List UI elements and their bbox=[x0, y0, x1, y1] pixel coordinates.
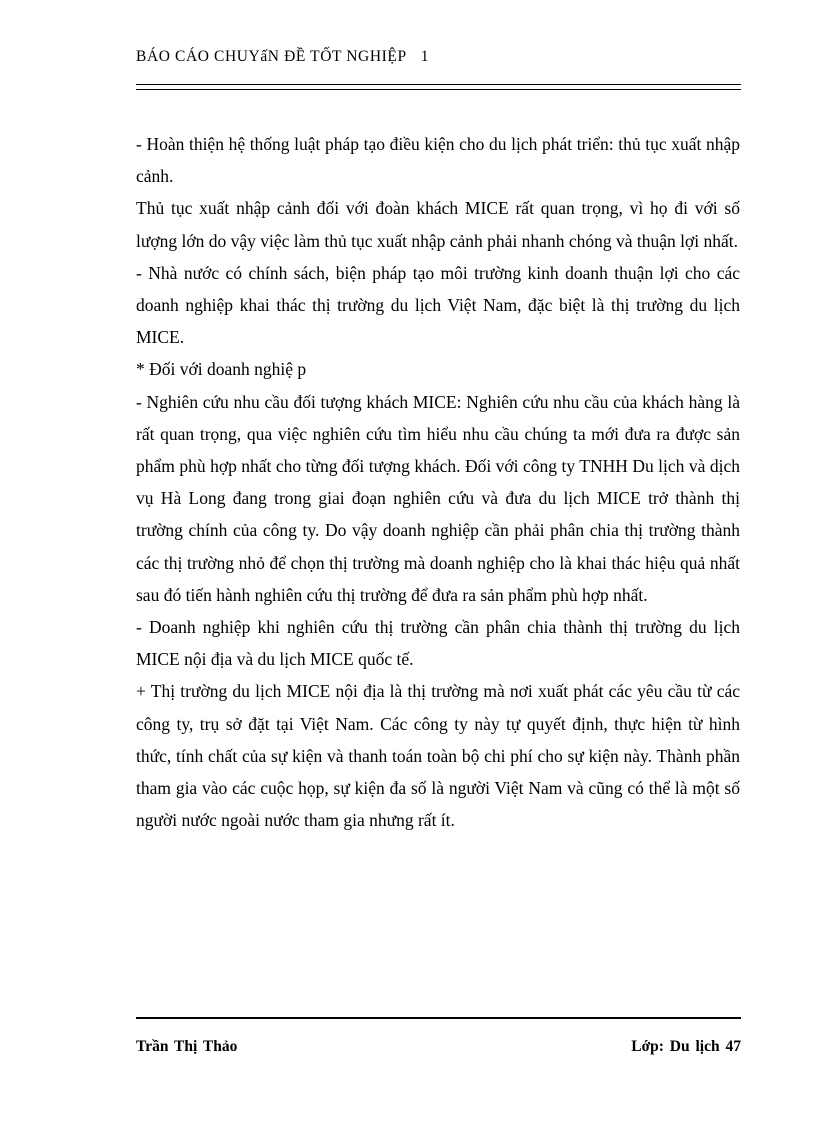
header-double-rule bbox=[136, 84, 741, 90]
document-body bbox=[136, 128, 740, 836]
paragraph-state-policy: - Nhà nước có chính sách, biện pháp tạo môi trường kinh doanh thuận lợi cho các doanh nghiệp khai thác thị trường du lịch Việt Nam, đặc biệt là thị trường du lịch MICE. bbox=[136, 262, 740, 348]
header-title: BÁO CÁO CHUYấN ĐỀ TỐT NGHIỆP bbox=[136, 48, 407, 65]
page-number: 1 bbox=[420, 48, 430, 65]
paragraph-immigration-procedure: Thủ tục xuất nhập cảnh đối với đoàn khách MICE rất quan trọng, vì họ đi với số lượng lớn do vậy việc làm thủ tục xuất nhập cảnh phải nhanh chóng và thuận lợi nhất. bbox=[136, 198, 740, 251]
footer-class: Lớp: Du lịch 47 bbox=[631, 1038, 741, 1055]
page-footer bbox=[136, 1038, 741, 1056]
footer-author: Trần Thị Thảo bbox=[136, 1038, 238, 1055]
paragraph-market-segmentation: - Doanh nghiệp khi nghiên cứu thị trường cần phân chia thành thị trường du lịch MICE nội địa và du lịch MICE quốc tế. bbox=[136, 617, 740, 670]
paragraph-domestic-mice: + Thị trường du lịch MICE nội địa là thị trường mà nơi xuất phát các yêu cầu từ các công ty, trụ sở đặt tại Việt Nam. Các công ty này tự quyết định, thực hiện từ hình thức, tính chất của sự kiện và thanh toán toàn bộ chi phí cho sự kiện này. Thành phần tham gia vào các cuộc họp, sự kiện đa số là người Việt Nam và cũng có thể là một số người nước ngoài nước tham gia nhưng rất ít. bbox=[136, 681, 740, 831]
paragraph-enterprise-heading: * Đối với doanh nghiệ p bbox=[136, 359, 307, 380]
paragraph-legal-system: - Hoàn thiện hệ thống luật pháp tạo điều kiện cho du lịch phát triển: thủ tục xuất nhập cảnh. bbox=[136, 134, 740, 187]
footer-rule bbox=[136, 1017, 741, 1019]
paragraph-research-demand: - Nghiên cứu nhu cầu đối tượng khách MICE: Nghiên cứu nhu cầu của khách hàng là rất quan trọng, qua việc nghiên cứu tìm hiểu nhu cầu chúng ta mới đưa ra được sản phẩm phù hợp nhất cho từng đối tượng khách. Đối với công ty TNHH Du lịch và dịch vụ Hà Long đang trong giai đoạn nghiên cứu và đưa du lịch MICE trở thành thị trường chính của công ty. Do vậy doanh nghiệp cần phải phân chia thị trường thành các thị trường nhỏ để chọn thị trường mà doanh nghiệp cho là khai thác hiệu quả nhất sau đó tiến hành nghiên cứu thị trường để đưa ra sản phẩm phù hợp nhất. bbox=[136, 391, 740, 605]
page-header bbox=[136, 48, 741, 66]
